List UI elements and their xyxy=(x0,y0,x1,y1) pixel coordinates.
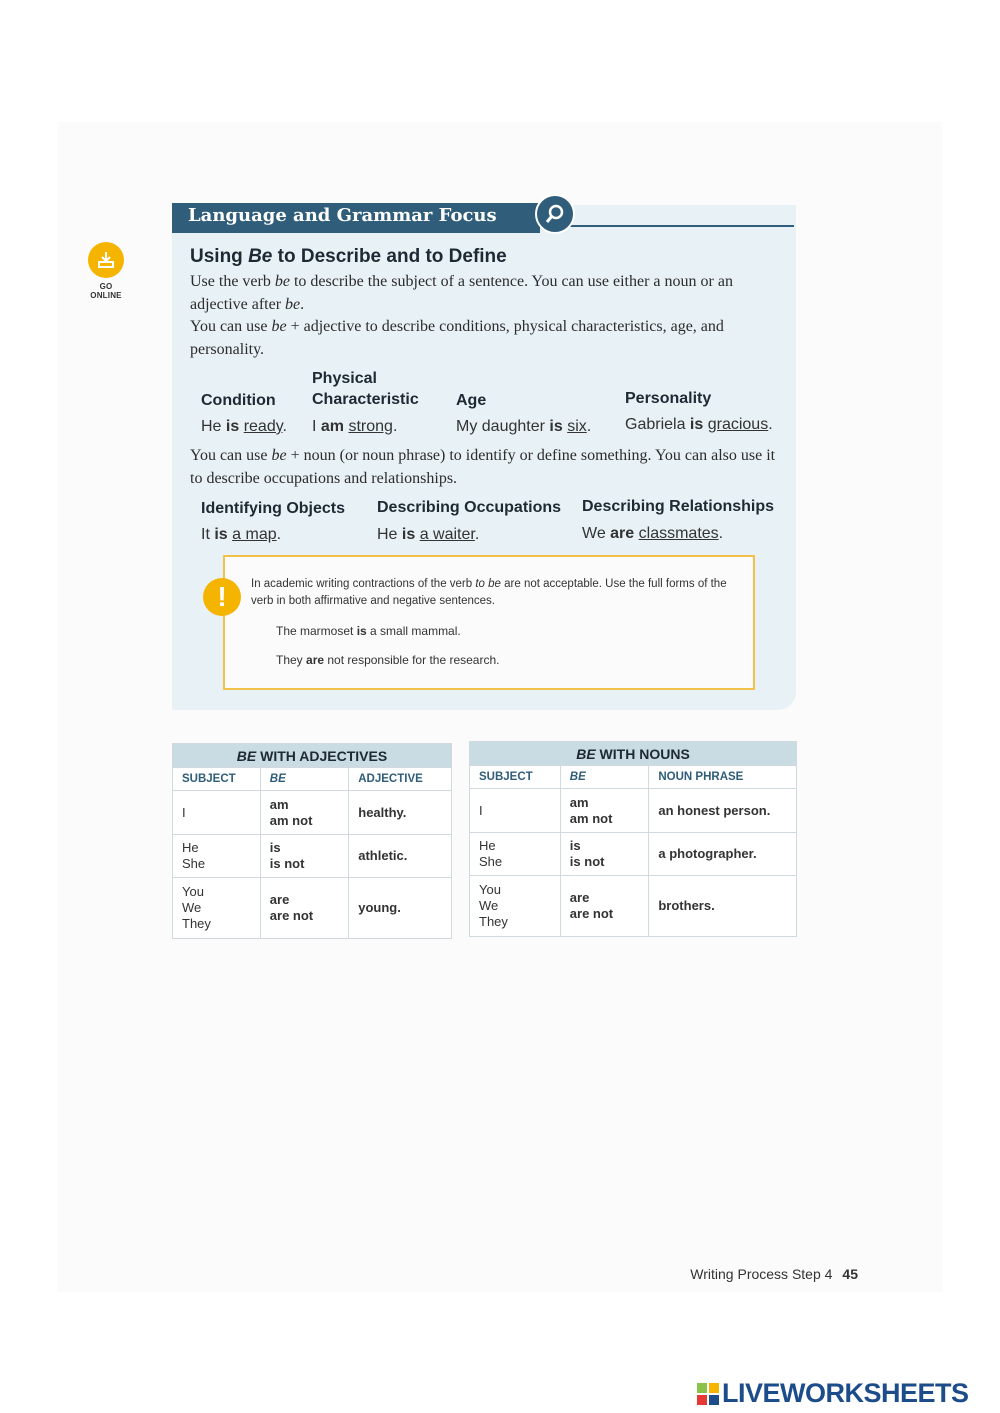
header-title: Language and Grammar Focus xyxy=(188,205,497,226)
adjective-paragraph: You can use be + adjective to describe conditions, physical characteristics, age, and personality. xyxy=(190,318,724,358)
column-header: BE xyxy=(260,768,348,791)
table-row xyxy=(470,789,797,833)
noun-use-heading: Describing Relationships xyxy=(582,498,775,515)
noun-use-heading: Describing Occupations xyxy=(377,499,562,516)
page-footer xyxy=(690,1266,858,1282)
adj-use-heading: Condition xyxy=(201,392,276,409)
table-be-with-nouns xyxy=(469,741,797,937)
noun-use-heading: Identifying Objects xyxy=(201,500,346,517)
logo-text: LIVEWORKSHEETS xyxy=(722,1378,969,1408)
subject-cell: He She xyxy=(173,835,261,878)
column-header: ADJECTIVE xyxy=(349,768,452,791)
download-icon[interactable] xyxy=(88,242,124,278)
adj-use-heading: Physical Characteristic xyxy=(312,370,419,408)
noun-use-example: We are classmates. xyxy=(582,525,724,542)
be-cell: is is not xyxy=(560,833,649,876)
page-number: 45 xyxy=(842,1266,858,1282)
adj-use-example: My daughter is six. xyxy=(456,418,592,435)
note-text: In academic writing contractions of the verb to be are not acceptable. Use the full forms of the verb in both affirmative and negative sentences. xyxy=(251,578,727,607)
noun-paragraph: You can use be + noun (or noun phrase) to identify or define something. You can also use it to describe occupations and relationships. xyxy=(190,447,776,487)
go-online-badge[interactable] xyxy=(84,242,128,300)
table-row xyxy=(173,791,452,835)
note-example-1: The marmoset is a small mammal. xyxy=(276,624,461,638)
go-online-label: GO ONLINE xyxy=(90,282,122,300)
value-cell: young. xyxy=(349,878,452,939)
intro-paragraph: Use the verb be to describe the subject of a sentence. You can use either a noun or an adjective after be. xyxy=(190,273,733,313)
magnifier-icon xyxy=(535,194,575,234)
subject-cell: He She xyxy=(470,833,561,876)
column-header: BE xyxy=(560,766,649,789)
value-cell: an honest person. xyxy=(649,789,797,833)
logo-icon xyxy=(697,1383,719,1405)
table-row xyxy=(470,876,797,937)
table-row xyxy=(470,833,797,876)
value-cell: a photographer. xyxy=(649,833,797,876)
table-row xyxy=(173,878,452,939)
value-cell: healthy. xyxy=(349,791,452,835)
adj-use-example: Gabriela is gracious. xyxy=(625,416,773,433)
footer-section: Writing Process Step 4 xyxy=(690,1266,833,1282)
subject-cell: I xyxy=(173,791,261,835)
be-cell: am am not xyxy=(560,789,649,833)
value-cell: athletic. xyxy=(349,835,452,878)
be-cell: am am not xyxy=(260,791,348,835)
adj-use-example: I am strong. xyxy=(312,418,398,435)
noun-use-example: It is a map. xyxy=(201,526,282,543)
noun-use-example: He is a waiter. xyxy=(377,526,480,543)
subject-cell: You We They xyxy=(173,878,261,939)
column-header: SUBJECT xyxy=(470,766,561,789)
liveworksheets-logo[interactable] xyxy=(697,1378,969,1409)
column-header: SUBJECT xyxy=(173,768,261,791)
be-cell: are are not xyxy=(260,878,348,939)
be-cell: is is not xyxy=(260,835,348,878)
table-be-with-adjectives xyxy=(172,743,452,939)
subject-cell: You We They xyxy=(470,876,561,937)
be-cell: are are not xyxy=(560,876,649,937)
table-title: BE WITH ADJECTIVES xyxy=(173,744,452,768)
exclamation-icon: ! xyxy=(203,578,241,616)
adj-use-example: He is ready. xyxy=(201,418,287,435)
value-cell: brothers. xyxy=(649,876,797,937)
adj-use-heading: Age xyxy=(456,392,487,409)
subject-cell: I xyxy=(470,789,561,833)
column-header: NOUN PHRASE xyxy=(649,766,797,789)
table-row xyxy=(173,835,452,878)
adj-use-heading: Personality xyxy=(625,390,712,407)
header-rule xyxy=(540,225,794,227)
table-title: BE WITH NOUNS xyxy=(470,742,797,766)
section-title: Using Be to Describe and to Define xyxy=(190,246,507,267)
note-example-2: They are not responsible for the research. xyxy=(276,653,500,667)
